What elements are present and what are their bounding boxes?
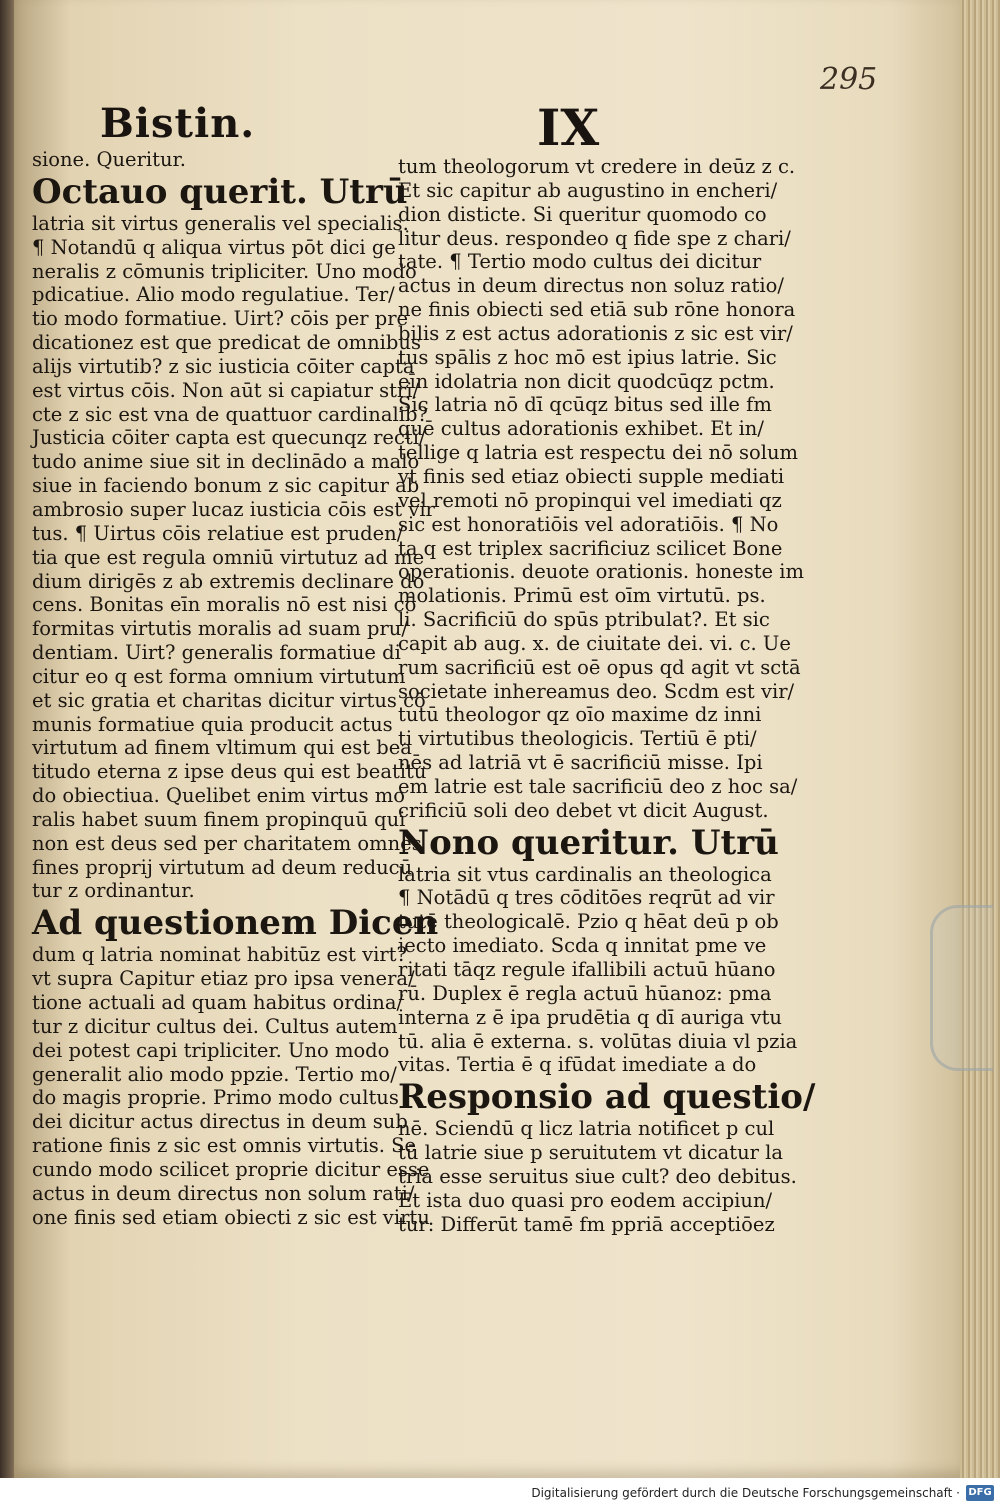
text-line: Sic latria nō dī qcūqz bitus sed ille fm (398, 393, 772, 417)
text-line: ¶ Notandū q aliqua virtus pōt dici ge (32, 235, 396, 259)
left-text-column (32, 148, 439, 1229)
text-line: ne finis obiecti sed etiā sub rōne honora (398, 298, 796, 322)
text-line: vitas. Tertia ē q ifūdat imediate a do (398, 1053, 757, 1077)
text-line: ambrosio super lucaz iusticia cōis est vir (32, 497, 435, 521)
text-line: tur z ordinantur. (32, 879, 195, 903)
text-line: do magis proprie. Primo modo cultus (32, 1086, 399, 1110)
text-line: dei dicitur actus directus in deum sub (32, 1110, 408, 1134)
text-line: vt supra Capitur etiaz pro ipsa venera/ (32, 967, 415, 991)
text-line: ti virtutibus theologicis. Tertiū ē pti/ (398, 727, 757, 751)
text-line: neralis z cōmunis tripliciter. Uno modo (32, 259, 417, 283)
text-line: eīn idolatria non dicit quodcūqz pctm. (398, 369, 775, 393)
text-line: dicationez est que predicat de omnibus (32, 331, 421, 355)
section-heading: Nono queritur. Utrū (398, 822, 779, 863)
section-heading: Ad questionem Dicen (32, 903, 439, 944)
right-text-column (398, 155, 816, 1236)
text-line: tur z dicitur cultus dei. Cultus autem (32, 1014, 398, 1038)
dfg-logo: DFG (966, 1485, 994, 1501)
text-line: one finis sed etiam obiecti z sic est virtu (32, 1205, 430, 1229)
text-line: Justicia cōiter capta est quecunqz recti/ (32, 426, 426, 450)
running-head-center: IX (537, 98, 600, 157)
text-line: vt finis sed etiaz obiecti supple mediati (398, 464, 785, 488)
text-line: vel remoti nō propinqui vel imediati qz (398, 488, 782, 512)
page-clip (930, 905, 993, 1071)
text-line: generalit alio modo ppzie. Tertio mo/ (32, 1062, 397, 1086)
text-line: tate. ¶ Tertio modo cultus dei dicitur (398, 250, 762, 274)
text-line: ratione finis z sic est omnis virtutis. Se (32, 1134, 417, 1158)
section-heading: Octauo querit. Utrū (32, 171, 408, 212)
text-line: formitas virtutis moralis ad suam pru/ (32, 617, 408, 641)
text-line: bilis z est actus adorationis z sic est vir/ (398, 321, 793, 345)
text-line: alijs virtutib? z sic iusticia cōiter capta (32, 354, 415, 378)
text-line: ralis habet suum finem propinquū qui (32, 807, 406, 831)
footer-credit: Digitalisierung gefördert durch die Deutsche Forschungsgemeinschaft · (531, 1486, 960, 1500)
text-line: Et ista duo quasi pro eodem accipiun/ (398, 1188, 773, 1212)
text-line: dion disticte. Si queritur quomodo co (398, 202, 767, 226)
text-line: tus spālis z hoc mō est ipius latrie. Sic (398, 345, 777, 369)
text-line: non est deus sed per charitatem omnes (32, 831, 422, 855)
page-edges (960, 0, 1000, 1478)
text-line: tellige q latria est respectu dei nō solum (398, 441, 799, 465)
text-line: actus in deum directus non soluz ratio/ (398, 274, 784, 298)
text-line: tutū theologor qz oīo maxime dz inni (398, 703, 762, 727)
text-line: em latrie est tale sacrificiū deo z hoc sa/ (398, 774, 798, 798)
text-line: molationis. Primū est oīm virtutū. ps. (398, 584, 766, 608)
text-line: crificiū soli deo debet vt dicit August. (398, 798, 769, 822)
text-line: nē. Sciendū q licz latria notificet p cul (398, 1117, 775, 1141)
text-line: ¶ Notādū q tres cōditōes reqrūt ad vir (398, 886, 775, 910)
text-line: iecto imediato. Scda q innitat pme ve (398, 934, 767, 958)
text-line: cte z sic est vna de quattuor cardinalib? (32, 402, 428, 426)
text-line: do obiectiua. Quelibet enim virtus mo (32, 784, 406, 808)
text-line: dei potest capi tripliciter. Uno modo (32, 1038, 390, 1062)
text-line: tione actuali ad quam habitus ordina/ (32, 991, 404, 1014)
text-line: fines proprij virtutum ad deum reducū (32, 855, 413, 879)
text-line: actus in deum directus non solum rati/ (32, 1181, 415, 1205)
text-line: tum theologorum vt credere in deūz z c. (398, 155, 796, 178)
text-line: sione. Queritur. (32, 148, 186, 171)
text-line: quē cultus adorationis exhibet. Et in/ (398, 417, 764, 441)
section-heading: Responsio ad questio/ (398, 1077, 816, 1118)
text-line: sic est honoratiōis vel adoratiōis. ¶ No (398, 512, 779, 536)
text-line: et sic gratia et charitas dicitur virtus cō (32, 688, 426, 712)
text-line: tutē theologicalē. Pzio q hēat deū p ob (398, 910, 779, 934)
text-line: pdicatiue. Alio modo regulatiue. Ter/ (32, 283, 395, 307)
text-line: dum q latria nominat habitūz est virt? (32, 943, 407, 967)
text-line: tus. ¶ Uirtus cōis relatiue est pruden/ (32, 521, 404, 545)
text-line: capit ab aug. x. de ciuitate dei. vi. c. Ue (398, 631, 791, 655)
text-line: citur eo q est forma omnium virtutum (32, 664, 406, 688)
text-line: cens. Bonitas eīn moralis nō est nisi cō (32, 593, 417, 617)
text-line: latria sit virtus generalis vel specialis. (32, 211, 409, 235)
text-line: tudo anime siue sit in declinādo a malo (32, 450, 420, 474)
text-line: dentiam. Uirt? generalis formatiue di (32, 641, 401, 665)
running-head-left: Bistin. (100, 100, 256, 147)
text-line: operationis. deuote orationis. honeste im (398, 560, 805, 584)
text-line: tio modo formatiue. Uirt? cōis per pre (32, 307, 409, 331)
folio-number: 295 (820, 62, 878, 97)
text-line: tū. alia ē externa. s. volūtas diuia vl pzia (398, 1029, 798, 1053)
text-line: munis formatiue quia producit actus (32, 712, 393, 736)
text-line: li. Sacrificiū do spūs ptribulat?. Et sic (398, 608, 770, 632)
text-line: tia que est regula omniū virtutuz ad me (32, 545, 425, 569)
text-line: rū. Duplex ē regla actuū hūanoz: pma (398, 981, 772, 1005)
text-line: interna z ē ipa prudētia q dī auriga vtu (398, 1005, 782, 1029)
text-line: rum sacrificiū est oē opus qd agit vt sctā (398, 655, 801, 679)
text-line: societate inhereamus deo. Scdm est vir/ (398, 679, 795, 703)
text-line: est virtus cōis. Non aūt si capiatur stri/ (32, 378, 420, 402)
text-line: tur: Differūt tamē fm ppriā acceptiōez (398, 1212, 775, 1236)
text-line: titudo eterna z ipse deus qui est beatitu (32, 760, 427, 784)
text-line: ta q est triplex sacrificiuz scilicet Bone (398, 536, 783, 560)
text-line: nēs ad latriā vt ē sacrificiū misse. Ipi (398, 751, 763, 775)
text-line: siue in faciendo bonum z sic capitur ab (32, 474, 420, 498)
footer-bar (0, 1478, 1000, 1511)
text-line: tū latrie siue p seruitutem vt dicatur la (398, 1141, 784, 1165)
text-line: cundo modo scilicet proprie dicitur esse (32, 1157, 430, 1181)
text-line: ritati tāqz regule ifallibili actuū hūano (398, 958, 776, 981)
text-line: virtutum ad finem vltimum qui est bea (32, 736, 412, 760)
text-line: Et sic capitur ab augustino in encheri/ (398, 178, 778, 202)
text-line: litur deus. respondeo q fide spe z chari/ (398, 226, 791, 250)
text-line: dium dirigēs z ab extremis declinare do (32, 569, 425, 593)
text-line: latria sit vtus cardinalis an theologica (398, 862, 772, 886)
text-line: tria esse seruitus siue cult? deo debitus. (398, 1164, 797, 1188)
